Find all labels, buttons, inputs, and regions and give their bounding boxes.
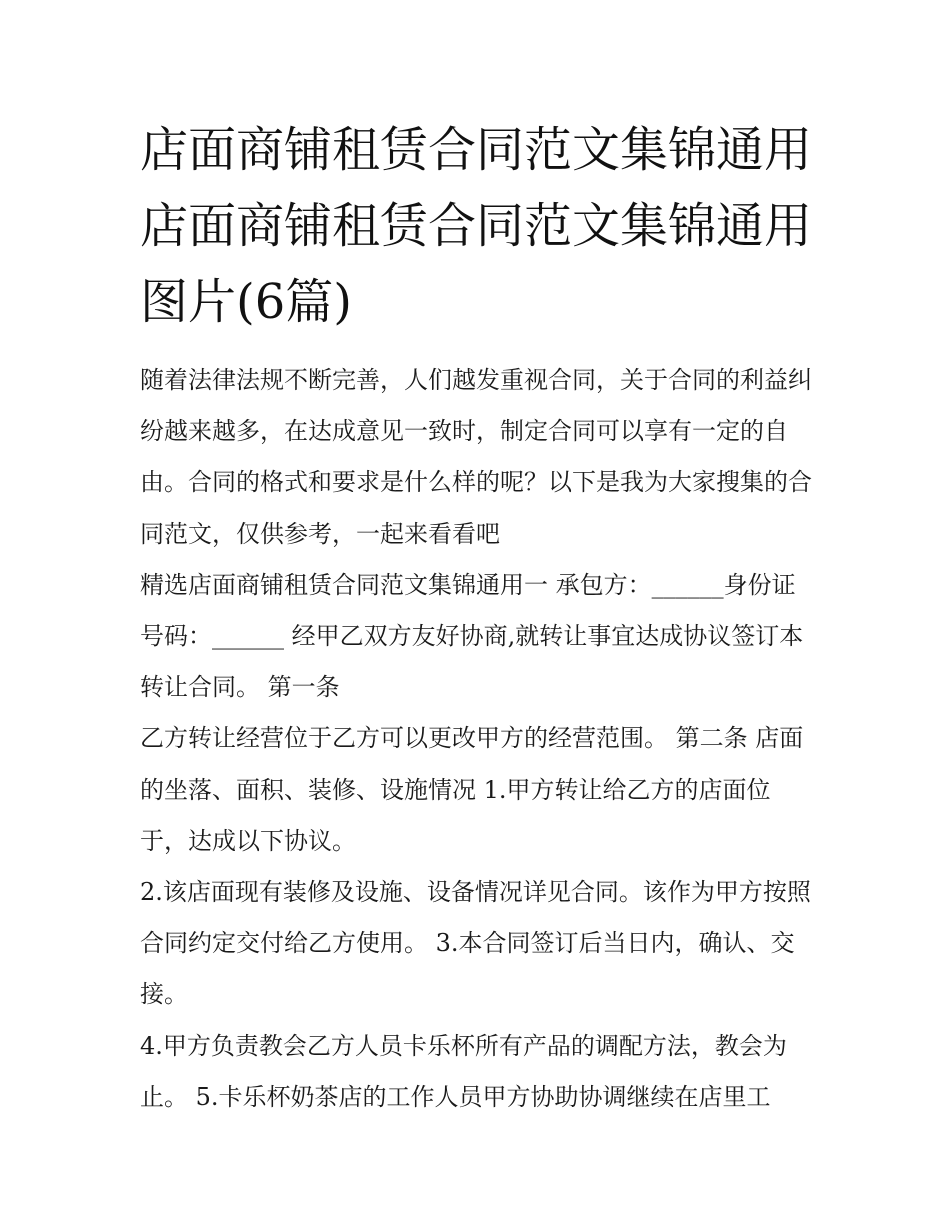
paragraph-clause-4-5: 4.甲方负责教会乙方人员卡乐杯所有产品的调配方法，教会为止。 5.卡乐杯奶茶店的工作人员甲方协助协调继续在店里工 (140, 1031, 787, 1111)
document-body (140, 355, 815, 1123)
paragraph-clause-2-3: 2.该店面现有装修及设施、设备情况详见合同。该作为甲方按照合同约定交付给乙方使用。 3.本合同签订后当日内，确认、交接。 (140, 878, 811, 1009)
paragraph-article-2: 乙方转让经营位于乙方可以更改甲方的经营范围。 第二条 店面的坐落、面积、装修、设施情况 1.甲方转让给乙方的店面位于，达成以下协议。 (140, 724, 804, 855)
document-title: 店面商铺租赁合同范文集锦通用 店面商铺租赁合同范文集锦通用图片(6篇) (140, 122, 813, 330)
paragraph-contract-header: 精选店面商铺租赁合同范文集锦通用一 承包方：______身份证号码：______ 经甲乙双方友好协商,就转让事宜达成协议签订本转让合同。 第一条 (140, 570, 804, 702)
paragraph-intro: 随着法律法规不断完善，人们越发重视合同，关于合同的利益纠纷越来越多，在达成意见一致时，制定合同可以享有一定的自由。合同的格式和要求是什么样的呢？以下是我为大家搜集的合同范文，仅供参考，一起来看看吧 (140, 366, 812, 548)
